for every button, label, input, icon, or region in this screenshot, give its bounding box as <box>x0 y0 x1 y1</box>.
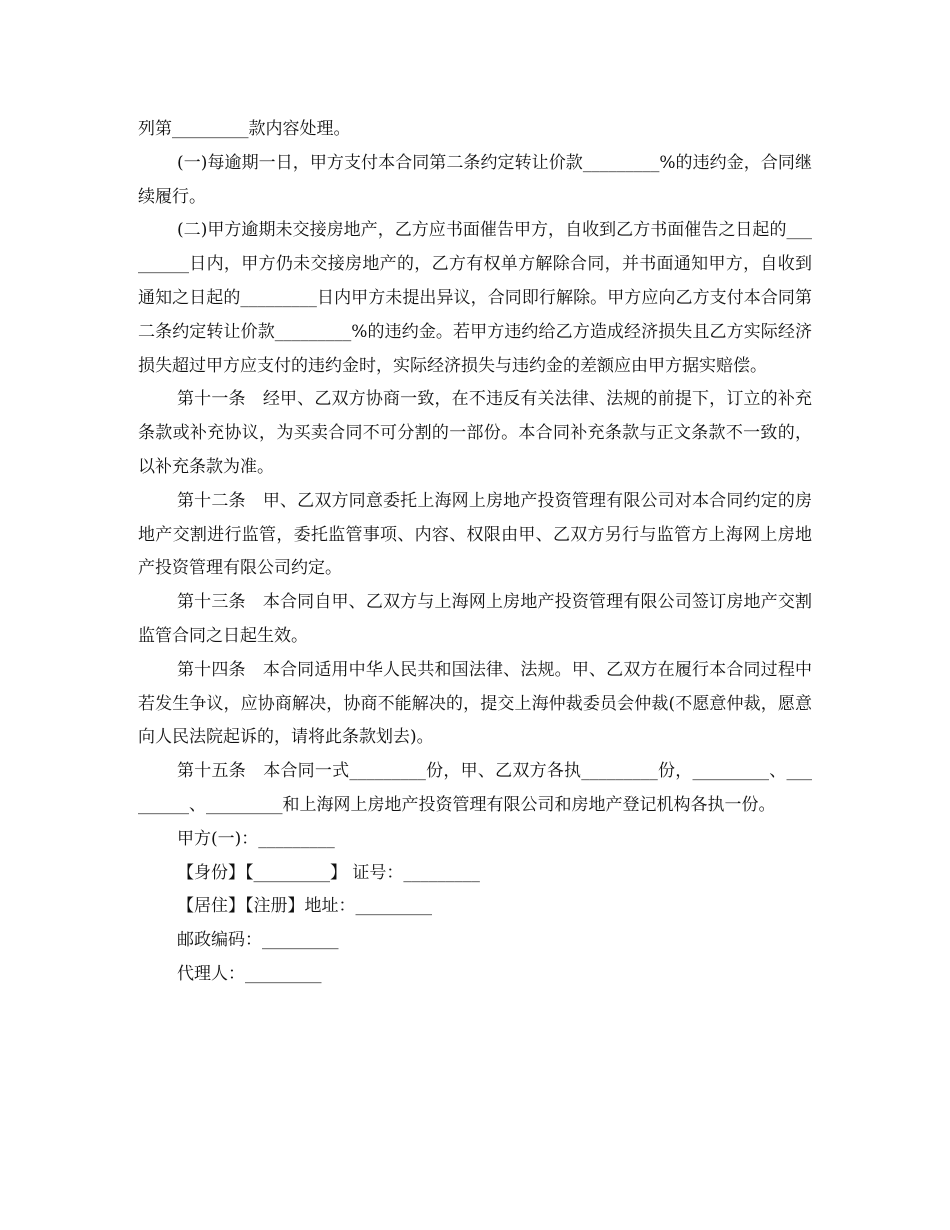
paragraph-clause-10-item-1: (一)每逾期一日，甲方支付本合同第二条约定转让价款_________%的违约金，合同继续履行。 <box>138 152 812 207</box>
paragraph-clause-15: 第十五条 本合同一式_________份，甲、乙双方各执_________份，_________、_________、_________和上海网上房地产投资管理有限公司和房地产登记机构各执一份。 <box>138 761 812 815</box>
paragraph-clause-10-item-2: (二)甲方逾期未交接房地产，乙方应书面催告甲方，自收到乙方书面催告之日起的_________日内，甲方仍未交接房地产的，乙方有权单方解除合同，并书面通知甲方，自收到通知之日起的_________日内甲方未提出异议，合同即行解除。甲方应向乙方支付本合同第二条约定转让价款_________%的违约金。若甲方违约给乙方造成经济损失且乙方实际经济损失超过甲方应支付的违约金时，实际经济损失与违约金的差额应由甲方据实赔偿。 <box>138 220 812 376</box>
field-agent: 代理人：_________ <box>177 963 322 984</box>
field-party-a: 甲方(一)：_________ <box>177 828 335 849</box>
paragraph-clause-12: 第十二条 甲、乙双方同意委托上海网上房地产投资管理有限公司对本合同约定的房地产交割进行监管，委托监管事项、内容、权限由甲、乙双方另行与监管方上海网上房地产投资管理有限公司约定。 <box>138 490 812 579</box>
field-address: 【居住】【注册】地址：_________ <box>177 896 432 917</box>
signature-block <box>138 823 812 992</box>
field-postcode: 邮政编码：_________ <box>177 930 339 951</box>
paragraph-clause-13: 第十三条 本合同自甲、乙双方与上海网上房地产投资管理有限公司签订房地产交割监管合同之日起生效。 <box>138 592 812 646</box>
paragraph-continuation: 列第_________款内容处理。 <box>138 119 351 139</box>
paragraph-clause-11: 第十一条 经甲、乙双方协商一致，在不违反有关法律、法规的前提下，订立的补充条款或补充协议，为买卖合同不可分割的一部份。本合同补充条款与正文条款不一致的，以补充条款为准。 <box>138 389 812 477</box>
field-identity: 【身份】【_________】 证号：_________ <box>177 862 480 883</box>
paragraph-clause-14: 第十四条 本合同适用中华人民共和国法律、法规。甲、乙双方在履行本合同过程中若发生争议，应协商解决，协商不能解决的，提交上海仲裁委员会仲裁(不愿意仲裁，愿意向人民法院起诉的，请将此条款划去)。 <box>138 659 812 748</box>
